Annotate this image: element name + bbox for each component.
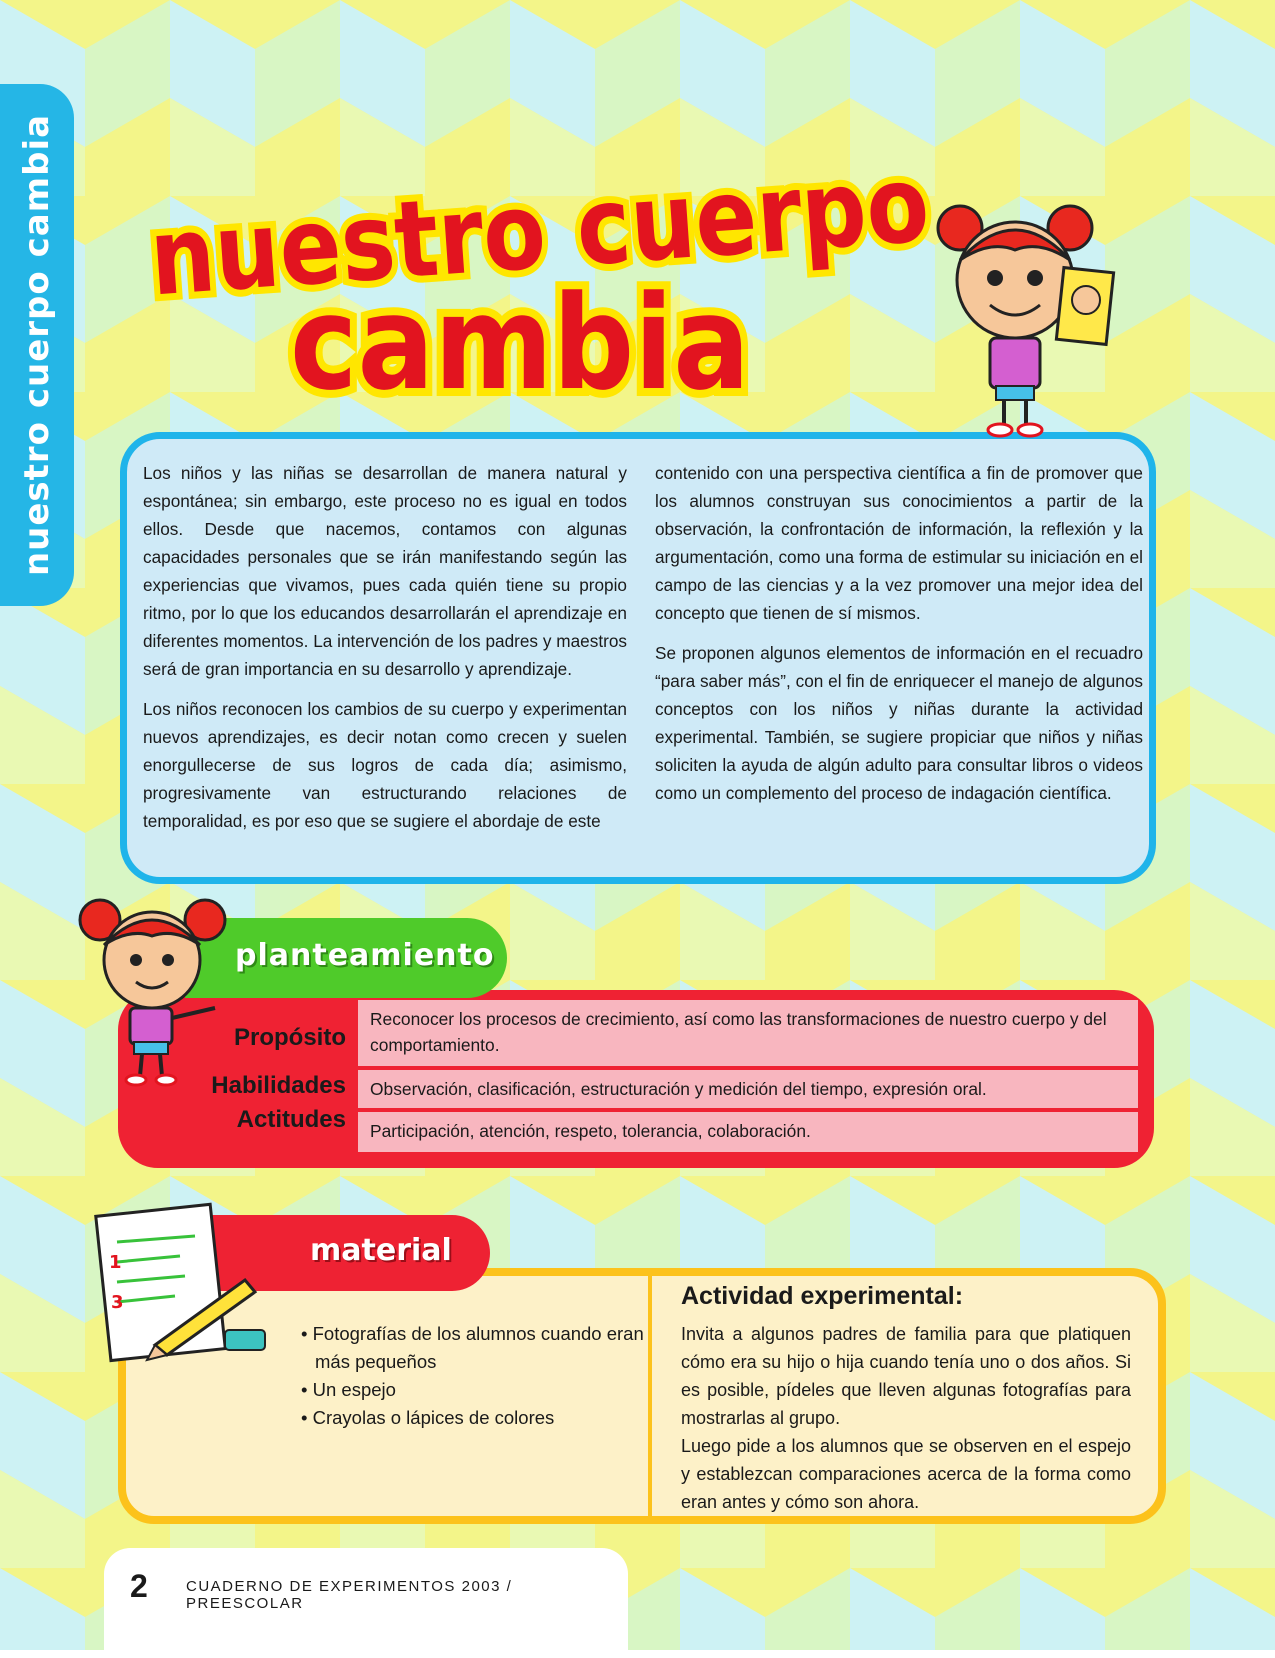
page-number: 2 xyxy=(130,1568,148,1604)
material-divider xyxy=(648,1276,652,1516)
habilidades-label: Habilidades xyxy=(211,1072,346,1099)
actividad-paragraph: Invita a algunos padres de familia para que platiquen cómo era su hijo o hija cuando tenía uno o dos años. Si es posible, pídeles que lleven algunas fotografías para mostrarlas al grupo. xyxy=(681,1324,1131,1428)
title-line-1: nuestro cuerpo xyxy=(146,150,970,320)
girl-pointing-illustration xyxy=(70,890,240,1090)
material-list xyxy=(301,1320,645,1432)
intro-box xyxy=(120,432,1156,884)
footer xyxy=(104,1548,628,1658)
planteamiento-heading: planteamiento xyxy=(235,938,495,973)
actividad-text xyxy=(681,1320,1131,1516)
list-item: • Crayolas o lápices de colores xyxy=(301,1407,555,1428)
side-tab xyxy=(0,84,74,606)
actitudes-text: Participación, atención, respeto, tolerancia, colaboración. xyxy=(358,1112,1138,1152)
title-line-2: cambia xyxy=(290,267,750,419)
intro-left-column xyxy=(143,459,627,847)
notepad-pencil-illustration xyxy=(85,1200,285,1370)
actividad-title: Actividad experimental: xyxy=(681,1282,964,1310)
list-item: • Un espejo xyxy=(301,1379,396,1400)
intro-right-column xyxy=(655,459,1143,819)
list-item: • Fotografías de los alumnos cuando eran más pequeños xyxy=(301,1323,644,1372)
proposito-label: Propósito xyxy=(234,1024,346,1051)
planteamiento-box xyxy=(118,990,1154,1168)
habilidades-text: Observación, clasificación, estructuración y medición del tiempo, expresión oral. xyxy=(358,1070,1138,1108)
actividad-paragraph: Luego pide a los alumnos que se observen en el espejo y establezcan comparaciones acerca de la forma como eran antes y cómo son ahora. xyxy=(681,1436,1131,1512)
intro-paragraph: Los niños reconocen los cambios de su cuerpo y experimentan nuevos aprendizajes, es decir notan como crecen y suelen enorgullecerse de sus logros de cada día; asimismo, progresivamente van estructurando relaciones de temporalidad, es por eso que se sugiere el abordaje de este xyxy=(143,699,627,831)
notepad-number-3: 3 xyxy=(111,1292,124,1313)
girl-holding-photo-illustration xyxy=(920,200,1130,440)
notepad-number-1: 1 xyxy=(109,1252,122,1273)
material-heading: material xyxy=(310,1233,452,1268)
intro-paragraph: contenido con una perspectiva científica a fin de promover que los alumnos construyan sus conocimientos a partir de la observación, la confrontación de información, la reflexión y la argumentación, como una forma de estimular su iniciación en el campo de las ciencias y a la vez promover una mejor idea del concepto que tienen de sí mismos. xyxy=(655,463,1143,623)
actitudes-label: Actitudes xyxy=(236,1106,346,1133)
intro-paragraph: Se proponen algunos elementos de información en el recuadro “para saber más”, con el fin de enriquecer el manejo de algunos conceptos con los niños y niñas durante la actividad experimental. También, se sugiere propiciar que niños y niñas soliciten la ayuda de algún adulto para consultar libros o videos como un complemento del proceso de indagación científica. xyxy=(655,643,1143,803)
intro-paragraph: Los niños y las niñas se desarrollan de manera natural y espontánea; sin embargo, este proceso no es igual en todos ellos. Desde que nacemos, contamos con algunas capacidades personales que se irán manifestando según las experiencias que vivamos, pues cada quién tiene su propio ritmo, por lo que los educandos desarrollarán el aprendizaje en diferentes momentos. La intervención de los padres y maestros será de gran importancia en su desarrollo y aprendizaje. xyxy=(143,463,627,679)
side-tab-label: nuestro cuerpo cambia xyxy=(17,113,57,577)
proposito-text: Reconocer los procesos de crecimiento, así como las transformaciones de nuestro cuerpo y del comportamiento. xyxy=(358,1000,1138,1066)
page-title xyxy=(130,150,970,420)
planteamiento-table xyxy=(358,1000,1138,1154)
footer-text: CUADERNO DE EXPERIMENTOS 2003 / PREESCOLAR xyxy=(186,1578,513,1612)
